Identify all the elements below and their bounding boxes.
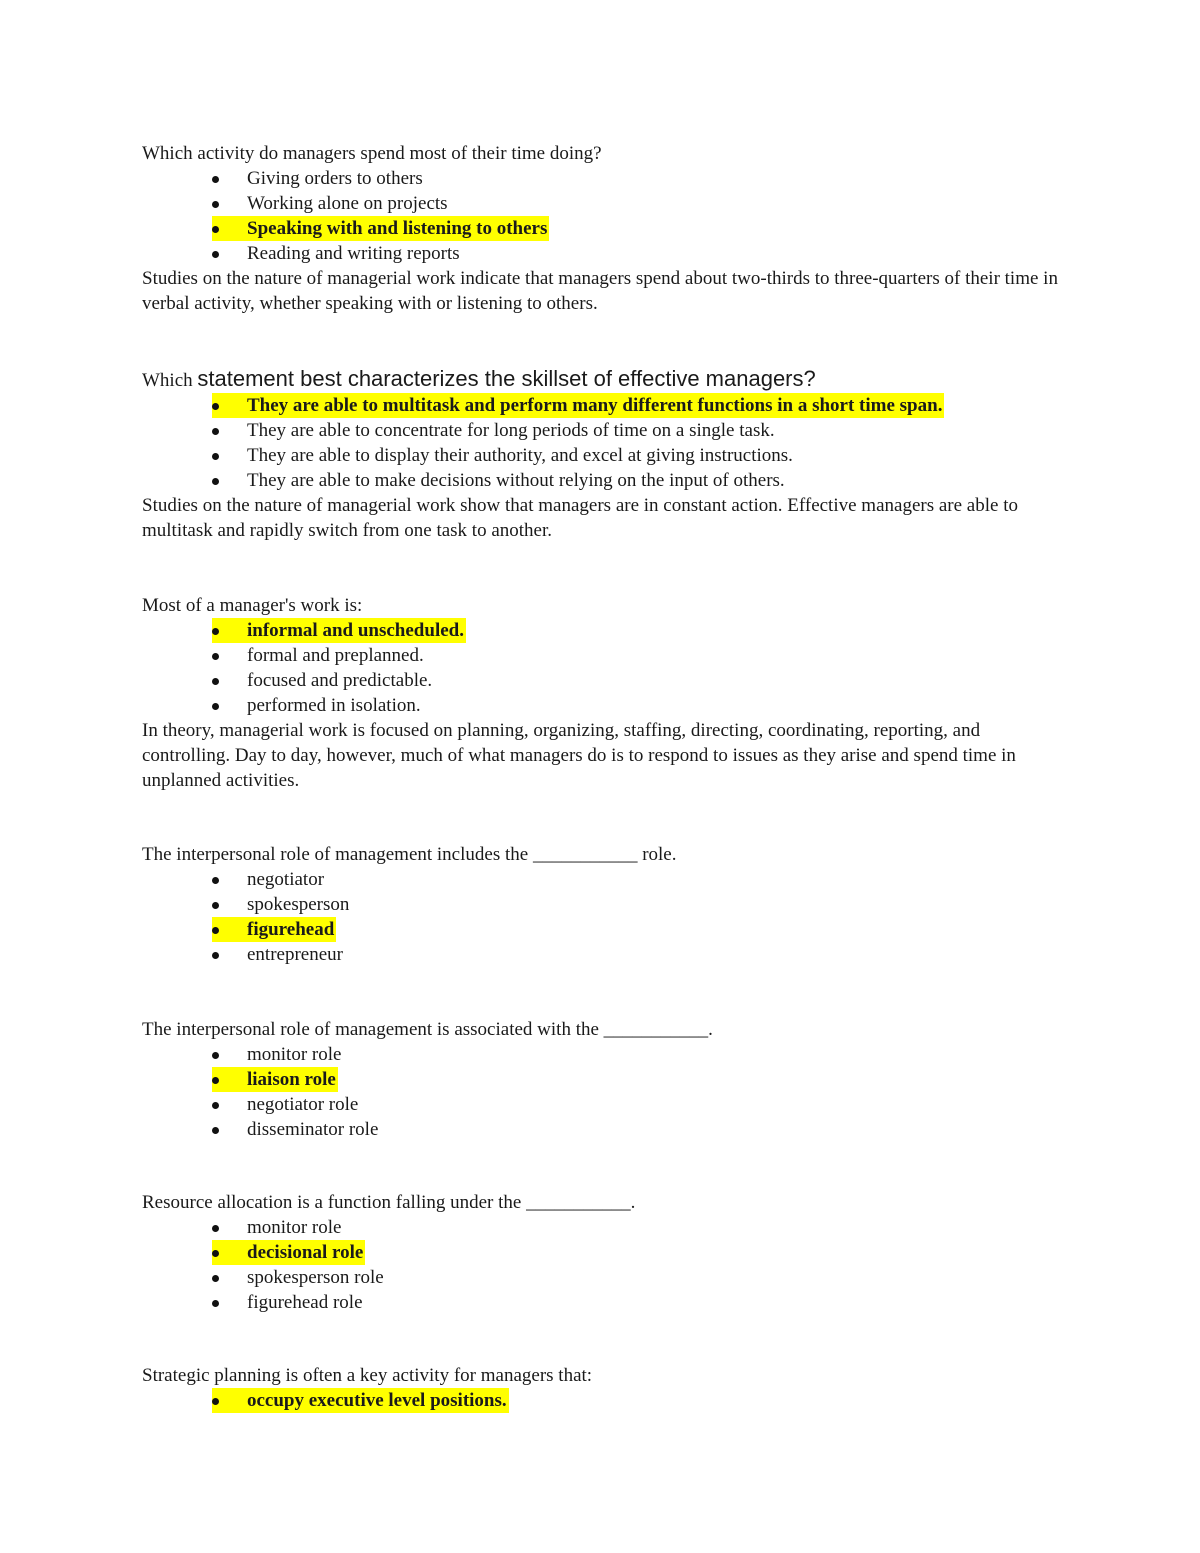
option-text: entrepreneur bbox=[247, 944, 343, 965]
option-text: They are able to make decisions without relying on the input of others. bbox=[247, 470, 785, 491]
spacer bbox=[142, 1315, 1062, 1363]
bullet-icon bbox=[212, 927, 219, 934]
option-item bbox=[142, 468, 1062, 493]
question-lead: The interpersonal role of management includes the ___________ role. bbox=[142, 844, 677, 865]
option-text: Giving orders to others bbox=[247, 168, 423, 189]
spacer bbox=[142, 543, 1062, 593]
options-list bbox=[142, 393, 1062, 493]
option-item bbox=[142, 942, 1062, 967]
question-lead: Most of a manager's work is: bbox=[142, 595, 363, 616]
option-text: informal and unscheduled. bbox=[212, 618, 466, 643]
options-list bbox=[142, 166, 1062, 266]
bullet-icon bbox=[212, 653, 219, 660]
option-item bbox=[142, 1042, 1062, 1067]
option-text: monitor role bbox=[247, 1044, 342, 1065]
option-item bbox=[142, 643, 1062, 668]
question-1 bbox=[142, 141, 1062, 316]
question-4 bbox=[142, 842, 1062, 967]
option-item bbox=[142, 1092, 1062, 1117]
option-item bbox=[142, 241, 1062, 266]
bullet-icon bbox=[212, 877, 219, 884]
option-text: focused and predictable. bbox=[247, 670, 433, 691]
question-2 bbox=[142, 366, 1062, 543]
bullet-icon bbox=[212, 478, 219, 485]
option-text: Reading and writing reports bbox=[247, 243, 460, 264]
option-text: formal and preplanned. bbox=[247, 645, 424, 666]
option-text: performed in isolation. bbox=[247, 695, 421, 716]
option-item-correct bbox=[142, 1388, 1062, 1413]
explanation-text: In theory, managerial work is focused on planning, organizing, staffing, directing, coordinating, reporting, and controlling. Day to day, however, much of what managers do is to respond to issues as they arise and spend time in unplanned activities. bbox=[142, 720, 1016, 791]
option-item-correct bbox=[142, 618, 1062, 643]
option-text: figurehead bbox=[212, 917, 336, 942]
document-page bbox=[142, 141, 1062, 1413]
option-item bbox=[142, 1265, 1062, 1290]
options-list bbox=[142, 1215, 1062, 1315]
question-text bbox=[142, 593, 1062, 618]
option-text: Speaking with and listening to others bbox=[212, 216, 549, 241]
option-text: They are able to multitask and perform many different functions in a short time span. bbox=[212, 393, 944, 418]
option-item bbox=[142, 443, 1062, 468]
bullet-icon bbox=[212, 226, 219, 233]
question-7 bbox=[142, 1363, 1062, 1413]
option-text: disseminator role bbox=[247, 1119, 379, 1140]
option-item bbox=[142, 191, 1062, 216]
option-text: decisional role bbox=[212, 1240, 365, 1265]
question-text bbox=[142, 1363, 1062, 1388]
bullet-icon bbox=[212, 1102, 219, 1109]
bullet-icon bbox=[212, 678, 219, 685]
bullet-icon bbox=[212, 1300, 219, 1307]
question-text bbox=[142, 1017, 1062, 1042]
question-text bbox=[142, 1190, 1062, 1215]
question-6 bbox=[142, 1190, 1062, 1315]
bullet-icon bbox=[212, 251, 219, 258]
question-lead: Strategic planning is often a key activity for managers that: bbox=[142, 1365, 593, 1386]
option-item-correct bbox=[142, 1240, 1062, 1265]
spacer bbox=[142, 1142, 1062, 1190]
explanation-text: Studies on the nature of managerial work indicate that managers spend about two-thirds to three-quarters of their time in verbal activity, whether speaking with or listening to others. bbox=[142, 268, 1058, 314]
bullet-icon bbox=[212, 628, 219, 635]
option-text: spokesperson role bbox=[247, 1267, 384, 1288]
options-list bbox=[142, 1042, 1062, 1142]
option-item bbox=[142, 668, 1062, 693]
question-lead: Which activity do managers spend most of their time doing? bbox=[142, 143, 602, 164]
option-item bbox=[142, 1290, 1062, 1315]
option-item bbox=[142, 418, 1062, 443]
option-item-correct bbox=[142, 917, 1062, 942]
bullet-icon bbox=[212, 1250, 219, 1257]
option-item bbox=[142, 892, 1062, 917]
option-text: occupy executive level positions. bbox=[212, 1388, 509, 1413]
question-text bbox=[142, 842, 1062, 867]
bullet-icon bbox=[212, 201, 219, 208]
option-item-correct bbox=[142, 393, 1062, 418]
options-list bbox=[142, 867, 1062, 967]
options-list bbox=[142, 1388, 1062, 1413]
bullet-icon bbox=[212, 453, 219, 460]
bullet-icon bbox=[212, 1052, 219, 1059]
bullet-icon bbox=[212, 902, 219, 909]
question-lead: Which bbox=[142, 370, 198, 391]
bullet-icon bbox=[212, 1127, 219, 1134]
bullet-icon bbox=[212, 176, 219, 183]
option-item bbox=[142, 1215, 1062, 1240]
question-text bbox=[142, 366, 1062, 393]
bullet-icon bbox=[212, 1275, 219, 1282]
option-item-correct bbox=[142, 216, 1062, 241]
option-item bbox=[142, 166, 1062, 191]
question-3 bbox=[142, 593, 1062, 793]
option-text: They are able to display their authority, and excel at giving instructions. bbox=[247, 445, 793, 466]
bullet-icon bbox=[212, 703, 219, 710]
option-text: Working alone on projects bbox=[247, 193, 448, 214]
option-item bbox=[142, 1117, 1062, 1142]
option-text: negotiator bbox=[247, 869, 325, 890]
options-list bbox=[142, 618, 1062, 718]
option-text: They are able to concentrate for long periods of time on a single task. bbox=[247, 420, 775, 441]
question-lead: Resource allocation is a function falling under the ___________. bbox=[142, 1192, 636, 1213]
option-item bbox=[142, 693, 1062, 718]
option-text: figurehead role bbox=[247, 1292, 363, 1313]
option-text: spokesperson bbox=[247, 894, 350, 915]
question-5 bbox=[142, 1017, 1062, 1142]
option-text: liaison role bbox=[212, 1067, 338, 1092]
bullet-icon bbox=[212, 428, 219, 435]
spacer bbox=[142, 967, 1062, 1017]
question-emphasis: statement best characterizes the skillset of effective managers? bbox=[197, 366, 816, 391]
option-item-correct bbox=[142, 1067, 1062, 1092]
question-lead: The interpersonal role of management is associated with the ___________. bbox=[142, 1019, 713, 1040]
bullet-icon bbox=[212, 1225, 219, 1232]
option-item bbox=[142, 867, 1062, 892]
spacer bbox=[142, 793, 1062, 842]
question-text bbox=[142, 141, 1062, 166]
spacer bbox=[142, 316, 1062, 366]
bullet-icon bbox=[212, 1398, 219, 1405]
bullet-icon bbox=[212, 952, 219, 959]
bullet-icon bbox=[212, 1077, 219, 1084]
bullet-icon bbox=[212, 403, 219, 410]
explanation-text: Studies on the nature of managerial work show that managers are in constant action. Effective managers are able to multitask and rapidly switch from one task to another. bbox=[142, 495, 1018, 541]
option-text: monitor role bbox=[247, 1217, 342, 1238]
option-text: negotiator role bbox=[247, 1094, 359, 1115]
